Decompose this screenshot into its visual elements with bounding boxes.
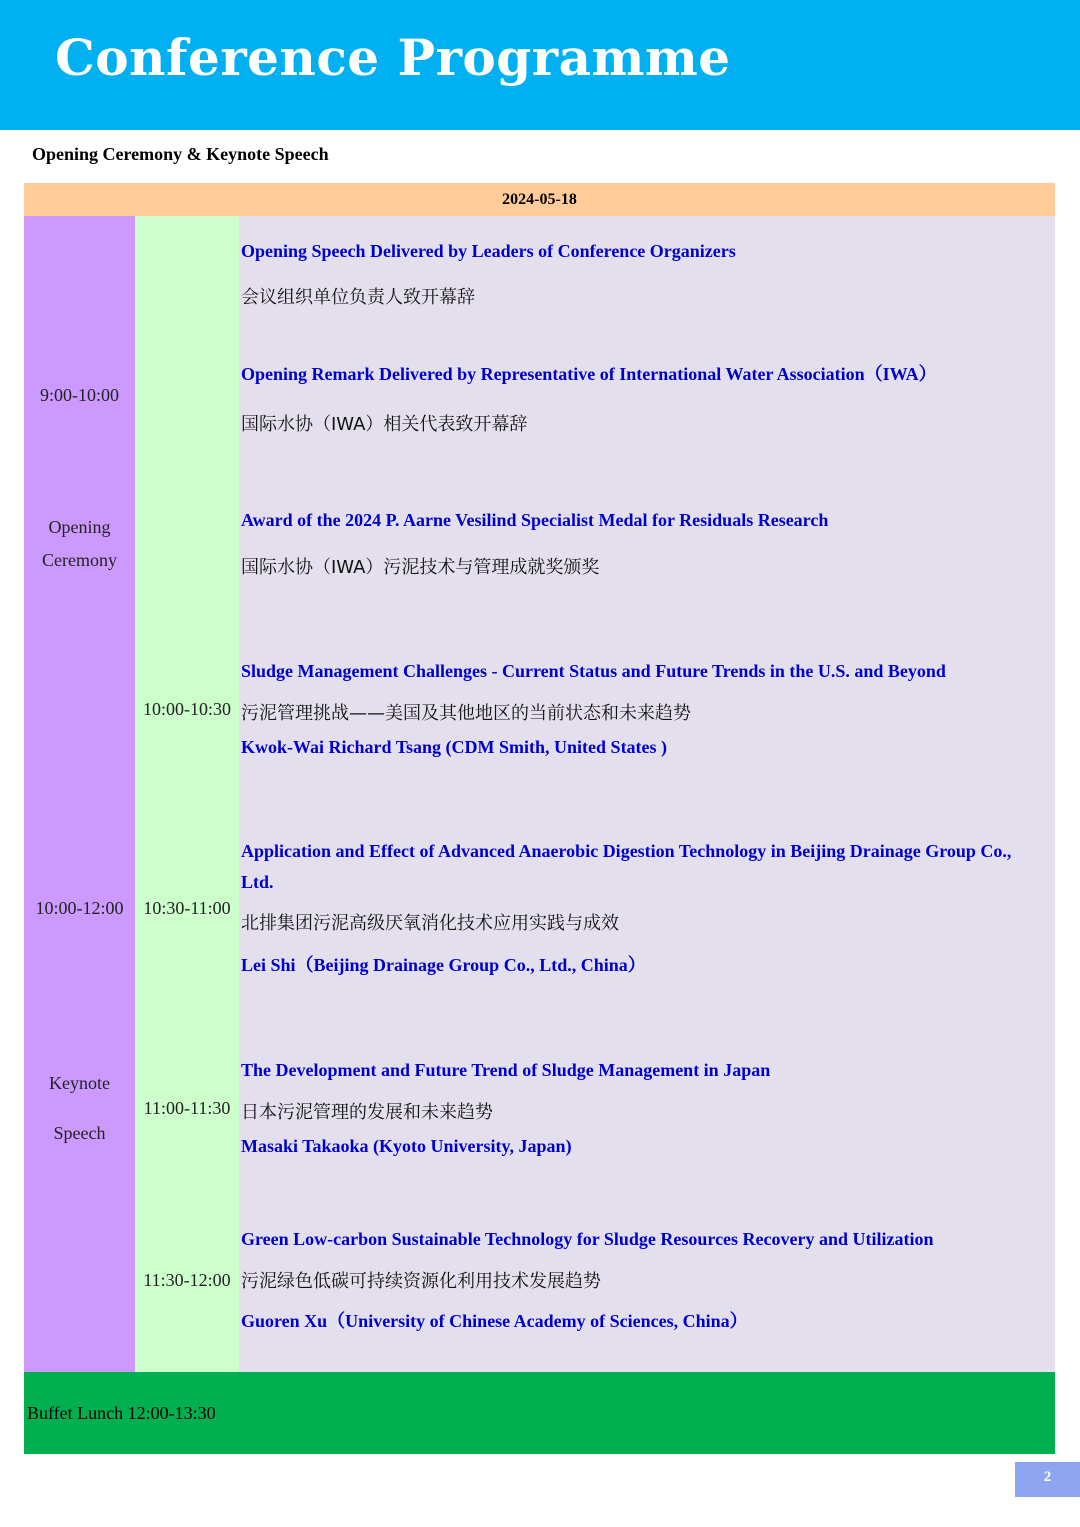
keynote-name-line2: Speech [53,1123,106,1143]
talk-title-en: Application and Effect of Advanced Anaerobic Digestion Technology in Beijing Drainage Group Co., Ltd. [241,841,1012,892]
talk-title-cn: 污泥管理挑战——美国及其他地区的当前状态和未来趋势 [241,703,691,724]
opening-name-line2: Ceremony [42,550,117,570]
time-column [135,216,239,1372]
talk-title-en: Sludge Management Challenges - Current Status and Future Trends in the U.S. and Beyond [241,661,946,681]
opening-name-line1: Opening [48,517,111,537]
item-title-en: Opening Speech Delivered by Leaders of Conference Organizers [241,241,736,261]
talk-title-cn: 日本污泥管理的发展和未来趋势 [241,1102,493,1123]
item-title-cn: 国际水协（IWA）相关代表致开幕辞 [241,414,528,435]
item-title-cn: 会议组织单位负责人致开幕辞 [241,287,475,308]
section-title: Opening Ceremony & Keynote Speech [32,144,329,164]
talk-speaker: Lei Shi（Beijing Drainage Group Co., Ltd., China） [241,955,646,975]
talk-title-cn: 污泥绿色低碳可持续资源化利用技术发展趋势 [241,1271,601,1292]
lunch-label: Buffet Lunch 12:00-13:30 [27,1403,216,1423]
talk-title-en: Green Low-carbon Sustainable Technology for Sludge Resources Recovery and Utilization [241,1229,934,1249]
keynote-name-line1: Keynote [49,1073,110,1093]
talk-speaker: Kwok-Wai Richard Tsang (CDM Smith, United States ) [241,737,668,757]
talk-time: 10:30-11:00 [143,898,231,918]
talk-time: 10:00-10:30 [143,699,231,719]
talk-time: 11:00-11:30 [143,1098,231,1118]
talk-title-en: The Development and Future Trend of Sludge Management in Japan [241,1060,771,1080]
page-title: Conference Programme [55,28,731,87]
talk-speaker: Masaki Takaoka (Kyoto University, Japan) [241,1136,572,1156]
talk-speaker: Guoren Xu（University of Chinese Academy of Sciences, China） [241,1311,748,1331]
header-banner [0,0,1080,130]
item-title-cn: 国际水协（IWA）污泥技术与管理成就奖颁奖 [241,557,600,578]
page-number: 2 [1015,1462,1080,1497]
keynote-time: 10:00-12:00 [35,898,124,918]
talk-title-cn: 北排集团污泥高级厌氧消化技术应用实践与成效 [241,913,619,934]
date-header: 2024-05-18 [24,183,1055,216]
item-title-en: Opening Remark Delivered by Representative of International Water Association（IWA） [241,364,937,384]
opening-time: 9:00-10:00 [40,385,119,405]
talk-time: 11:30-12:00 [143,1270,231,1290]
item-title-en: Award of the 2024 P. Aarne Vesilind Specialist Medal for Residuals Research [241,510,829,530]
